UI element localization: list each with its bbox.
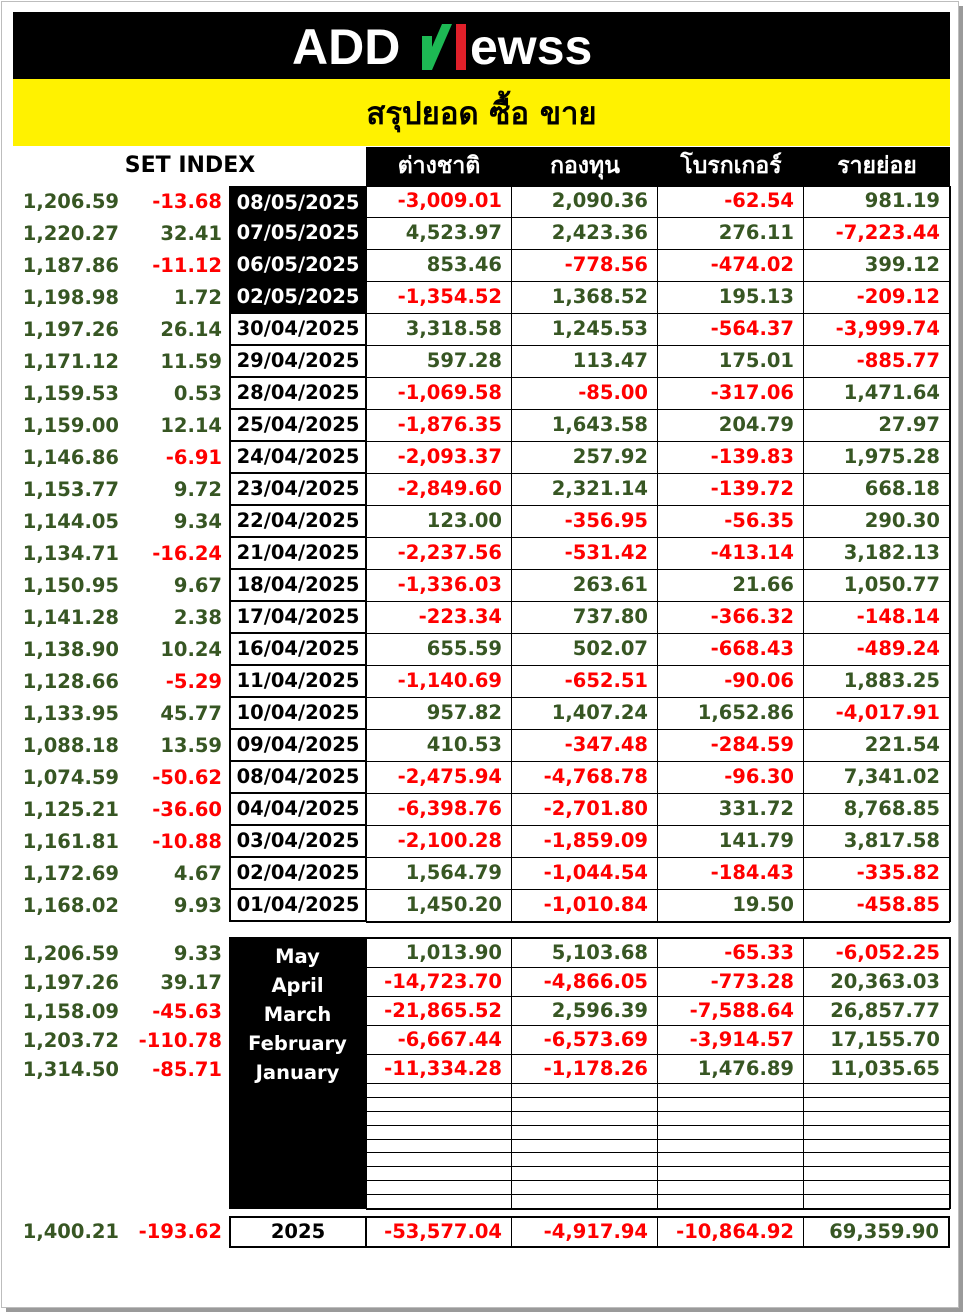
index-change: -13.68 <box>152 190 222 213</box>
total-foreign: -53,577.04 <box>366 1216 512 1248</box>
index-change: 26.14 <box>160 318 222 341</box>
empty-cell <box>658 1140 804 1153</box>
set-index-value: 1,088.18 <box>22 734 119 757</box>
cell-retail: 290.30 <box>804 506 950 538</box>
set-index-value: 1,203.72 <box>22 1029 119 1052</box>
index-change: 12.14 <box>160 414 222 437</box>
cell-broker: -184.43 <box>658 858 804 890</box>
cell-foreign: -2,475.94 <box>366 762 512 794</box>
empty-cell <box>804 1167 950 1181</box>
cell-retail: 17,155.70 <box>804 1026 950 1055</box>
cell-foreign: -2,093.37 <box>366 442 512 474</box>
set-index-value: 1,150.95 <box>22 574 119 597</box>
logo-n-mark <box>422 24 466 70</box>
cell-foreign: -6,667.44 <box>366 1026 512 1055</box>
cell-broker: -90.06 <box>658 666 804 698</box>
cell-foreign: -3,009.01 <box>366 186 512 218</box>
cell-broker: -56.35 <box>658 506 804 538</box>
cell-retail: 8,768.85 <box>804 794 950 826</box>
cell-fund: 2,596.39 <box>512 997 658 1026</box>
empty-cell <box>512 1098 658 1112</box>
date-cell: 01/04/2025 <box>229 890 367 922</box>
cell-retail: 399.12 <box>804 250 950 282</box>
empty-cell <box>366 1167 512 1181</box>
logo-banner <box>13 12 950 79</box>
cell-fund: -652.51 <box>512 666 658 698</box>
index-change: 39.17 <box>160 971 222 994</box>
cell-foreign: 597.28 <box>366 346 512 378</box>
page-shadow-right <box>959 6 963 1311</box>
month-label: May <box>275 945 320 968</box>
empty-cell <box>366 1098 512 1112</box>
index-change: 9.67 <box>173 574 222 597</box>
cell-broker: -564.37 <box>658 314 804 346</box>
cell-broker: -284.59 <box>658 730 804 762</box>
daily-top-border <box>366 185 950 187</box>
index-change: 45.77 <box>160 702 222 725</box>
date-cell: 06/05/2025 <box>229 250 367 282</box>
cell-retail: -885.77 <box>804 346 950 378</box>
cell-foreign: 655.59 <box>366 634 512 666</box>
cell-foreign: 853.46 <box>366 250 512 282</box>
empty-cell <box>366 1140 512 1153</box>
cell-fund: -347.48 <box>512 730 658 762</box>
header-broker: โบรกเกอร์ <box>658 147 804 185</box>
cell-fund: 1,368.52 <box>512 282 658 314</box>
cell-fund: 2,090.36 <box>512 186 658 218</box>
empty-cell <box>512 1181 658 1195</box>
cell-broker: 1,476.89 <box>658 1055 804 1084</box>
cell-foreign: 4,523.97 <box>366 218 512 250</box>
logo-text-right: ewss <box>469 18 592 75</box>
date-cell: 16/04/2025 <box>229 634 367 666</box>
date-cell: 22/04/2025 <box>229 506 367 538</box>
cell-foreign: 1,013.90 <box>366 939 512 968</box>
index-change: -50.62 <box>152 766 222 789</box>
empty-cell <box>658 1098 804 1112</box>
index-change: 1.72 <box>173 286 222 309</box>
cell-foreign: 3,318.58 <box>366 314 512 346</box>
cell-fund: 263.61 <box>512 570 658 602</box>
date-cell: 11/04/2025 <box>229 666 367 698</box>
date-cell: 02/04/2025 <box>229 858 367 890</box>
set-index-value: 1,206.59 <box>22 190 119 213</box>
set-index-value: 1,125.21 <box>22 798 119 821</box>
date-cell: 18/04/2025 <box>229 570 367 602</box>
cell-fund: 257.92 <box>512 442 658 474</box>
index-change: -36.60 <box>152 798 222 821</box>
cell-fund: 2,423.36 <box>512 218 658 250</box>
set-index-value: 1,161.81 <box>22 830 119 853</box>
index-change: -85.71 <box>152 1058 222 1081</box>
empty-cell <box>804 1153 950 1167</box>
empty-cell <box>512 1167 658 1181</box>
set-index-value: 1,074.59 <box>22 766 119 789</box>
cell-broker: -317.06 <box>658 378 804 410</box>
set-index-value: 1,314.50 <box>22 1058 119 1081</box>
set-index-value: 1,197.26 <box>22 971 119 994</box>
date-cell: 29/04/2025 <box>229 346 367 378</box>
cell-broker: -96.30 <box>658 762 804 794</box>
cell-broker: 195.13 <box>658 282 804 314</box>
index-change: 4.67 <box>173 862 222 885</box>
cell-retail: 26,857.77 <box>804 997 950 1026</box>
cell-fund: -2,701.80 <box>512 794 658 826</box>
set-index-value: 1,197.26 <box>22 318 119 341</box>
date-cell: 10/04/2025 <box>229 698 367 730</box>
month-label: April <box>271 974 324 997</box>
index-change: -5.29 <box>165 670 222 693</box>
cell-foreign: -1,876.35 <box>366 410 512 442</box>
date-cell: 17/04/2025 <box>229 602 367 634</box>
cell-foreign: 410.53 <box>366 730 512 762</box>
cell-fund: 737.80 <box>512 602 658 634</box>
empty-cell <box>366 1195 512 1209</box>
cell-retail: 3,817.58 <box>804 826 950 858</box>
cell-fund: -356.95 <box>512 506 658 538</box>
cell-retail: -335.82 <box>804 858 950 890</box>
cell-broker: -413.14 <box>658 538 804 570</box>
cell-fund: 113.47 <box>512 346 658 378</box>
daily-right-border <box>949 186 951 922</box>
set-index-value: 1,198.98 <box>22 286 119 309</box>
logo-text-left: ADD <box>291 18 400 75</box>
date-cell: 28/04/2025 <box>229 378 367 410</box>
set-index-value: 1,138.90 <box>22 638 119 661</box>
index-change: 9.34 <box>173 510 222 533</box>
cell-retail: -7,223.44 <box>804 218 950 250</box>
empty-cell <box>804 1112 950 1126</box>
cell-broker: 331.72 <box>658 794 804 826</box>
empty-cell <box>366 1126 512 1140</box>
cell-fund: -4,866.05 <box>512 968 658 997</box>
cell-foreign: 957.82 <box>366 698 512 730</box>
cell-foreign: -1,354.52 <box>366 282 512 314</box>
daily-bottom-border <box>366 921 950 923</box>
cell-broker: 19.50 <box>658 890 804 922</box>
index-change: -16.24 <box>152 542 222 565</box>
index-change: 13.59 <box>160 734 222 757</box>
addnewss-logo <box>292 16 672 76</box>
total-broker: -10,864.92 <box>658 1216 804 1248</box>
date-cell: 04/04/2025 <box>229 794 367 826</box>
cell-foreign: -2,237.56 <box>366 538 512 570</box>
cell-fund: 2,321.14 <box>512 474 658 506</box>
set-index-value: 1,153.77 <box>22 478 119 501</box>
month-label: February <box>248 1032 347 1055</box>
set-index-value: 1,159.00 <box>22 414 119 437</box>
index-change: -110.78 <box>138 1029 222 1052</box>
cell-foreign: -21,865.52 <box>366 997 512 1026</box>
empty-cell <box>804 1181 950 1195</box>
cell-broker: 21.66 <box>658 570 804 602</box>
index-change: 32.41 <box>160 222 222 245</box>
cell-broker: 204.79 <box>658 410 804 442</box>
set-index-value: 1,159.53 <box>22 382 119 405</box>
cell-retail: -209.12 <box>804 282 950 314</box>
cell-broker: -139.72 <box>658 474 804 506</box>
cell-foreign: -14,723.70 <box>366 968 512 997</box>
total-retail: 69,359.90 <box>804 1216 950 1248</box>
cell-broker: -773.28 <box>658 968 804 997</box>
empty-cell <box>512 1195 658 1209</box>
cell-fund: -531.42 <box>512 538 658 570</box>
cell-fund: -1,178.26 <box>512 1055 658 1084</box>
cell-broker: -65.33 <box>658 939 804 968</box>
cell-retail: -458.85 <box>804 890 950 922</box>
cell-broker: -366.32 <box>658 602 804 634</box>
empty-cell <box>804 1126 950 1140</box>
set-index-value: 1,206.59 <box>22 942 119 965</box>
set-index-value: 1,146.86 <box>22 446 119 469</box>
set-index-header: SET INDEX <box>124 153 256 178</box>
cell-broker: -7,588.64 <box>658 997 804 1026</box>
date-cell: 08/05/2025 <box>229 186 367 218</box>
index-change: -11.12 <box>152 254 222 277</box>
cell-broker: -3,914.57 <box>658 1026 804 1055</box>
cell-foreign: -223.34 <box>366 602 512 634</box>
cell-retail: 3,182.13 <box>804 538 950 570</box>
cell-retail: -3,999.74 <box>804 314 950 346</box>
header-fund: กองทุน <box>512 147 658 185</box>
index-change: 9.33 <box>173 942 222 965</box>
set-index-value: 1,128.66 <box>22 670 119 693</box>
cell-foreign: -6,398.76 <box>366 794 512 826</box>
cell-retail: 1,471.64 <box>804 378 950 410</box>
total-fund: -4,917.94 <box>512 1216 658 1248</box>
empty-cell <box>804 1098 950 1112</box>
empty-cell <box>658 1126 804 1140</box>
total-index-value: 1,400.21 <box>22 1220 119 1243</box>
cell-fund: -85.00 <box>512 378 658 410</box>
empty-cell <box>658 1084 804 1098</box>
empty-cell <box>658 1112 804 1126</box>
empty-cell <box>366 1181 512 1195</box>
empty-cell <box>512 1153 658 1167</box>
cell-retail: -148.14 <box>804 602 950 634</box>
date-cell: 03/04/2025 <box>229 826 367 858</box>
index-change: 2.38 <box>173 606 222 629</box>
cell-foreign: -1,336.03 <box>366 570 512 602</box>
cell-fund: 502.07 <box>512 634 658 666</box>
title-banner <box>13 79 950 146</box>
empty-cell <box>366 1153 512 1167</box>
index-change: 9.93 <box>173 894 222 917</box>
cell-fund: -6,573.69 <box>512 1026 658 1055</box>
month-label: March <box>263 1003 332 1026</box>
date-cell: 24/04/2025 <box>229 442 367 474</box>
cell-fund: -1,010.84 <box>512 890 658 922</box>
date-cell: 08/04/2025 <box>229 762 367 794</box>
date-cell: 30/04/2025 <box>229 314 367 346</box>
index-change: -45.63 <box>152 1000 222 1023</box>
empty-cell <box>658 1167 804 1181</box>
empty-cell <box>512 1112 658 1126</box>
cell-retail: 11,035.65 <box>804 1055 950 1084</box>
date-cell: 21/04/2025 <box>229 538 367 570</box>
cell-broker: 276.11 <box>658 218 804 250</box>
index-change: 11.59 <box>160 350 222 373</box>
cell-foreign: 123.00 <box>366 506 512 538</box>
set-index-value: 1,133.95 <box>22 702 119 725</box>
set-index-value: 1,141.28 <box>22 606 119 629</box>
set-index-value: 1,220.27 <box>22 222 119 245</box>
empty-cell <box>658 1195 804 1209</box>
cell-broker: -62.54 <box>658 186 804 218</box>
set-index-value: 1,144.05 <box>22 510 119 533</box>
date-cell: 23/04/2025 <box>229 474 367 506</box>
cell-broker: 175.01 <box>658 346 804 378</box>
set-index-value: 1,158.09 <box>22 1000 119 1023</box>
set-index-value: 1,172.69 <box>22 862 119 885</box>
date-cell: 07/05/2025 <box>229 218 367 250</box>
set-index-value: 1,134.71 <box>22 542 119 565</box>
empty-cell <box>658 1181 804 1195</box>
cell-foreign: -2,849.60 <box>366 474 512 506</box>
index-change: 9.72 <box>173 478 222 501</box>
cell-foreign: -11,334.28 <box>366 1055 512 1084</box>
cell-retail: 221.54 <box>804 730 950 762</box>
cell-fund: 1,643.58 <box>512 410 658 442</box>
date-cell: 25/04/2025 <box>229 410 367 442</box>
cell-fund: -1,859.09 <box>512 826 658 858</box>
monthly-bottom-border <box>366 1208 950 1210</box>
date-cell: 02/05/2025 <box>229 282 367 314</box>
set-index-value: 1,171.12 <box>22 350 119 373</box>
cell-retail: 1,975.28 <box>804 442 950 474</box>
header-foreign: ต่างชาติ <box>366 147 512 185</box>
empty-cell <box>658 1153 804 1167</box>
cell-retail: -4,017.91 <box>804 698 950 730</box>
cell-fund: 5,103.68 <box>512 939 658 968</box>
monthly-right-border <box>949 937 951 1209</box>
total-year: 2025 <box>229 1216 367 1248</box>
cell-broker: -668.43 <box>658 634 804 666</box>
empty-cell <box>512 1084 658 1098</box>
cell-retail: 981.19 <box>804 186 950 218</box>
index-change: -6.91 <box>165 446 222 469</box>
cell-fund: -778.56 <box>512 250 658 282</box>
cell-fund: -4,768.78 <box>512 762 658 794</box>
cell-foreign: -1,140.69 <box>366 666 512 698</box>
cell-retail: 20,363.03 <box>804 968 950 997</box>
cell-fund: -1,044.54 <box>512 858 658 890</box>
cell-foreign: -2,100.28 <box>366 826 512 858</box>
date-cell: 09/04/2025 <box>229 730 367 762</box>
cell-broker: 1,652.86 <box>658 698 804 730</box>
empty-cell <box>804 1195 950 1209</box>
empty-cell <box>512 1126 658 1140</box>
cell-foreign: 1,450.20 <box>366 890 512 922</box>
cell-retail: -6,052.25 <box>804 939 950 968</box>
cell-fund: 1,245.53 <box>512 314 658 346</box>
cell-broker: -139.83 <box>658 442 804 474</box>
cell-broker: 141.79 <box>658 826 804 858</box>
cell-fund: 1,407.24 <box>512 698 658 730</box>
total-index-change: -193.62 <box>138 1220 222 1243</box>
empty-cell <box>804 1140 950 1153</box>
cell-broker: -474.02 <box>658 250 804 282</box>
header-retail: รายย่อย <box>804 147 950 185</box>
month-label: January <box>255 1061 340 1084</box>
empty-cell <box>366 1084 512 1098</box>
set-index-value: 1,187.86 <box>22 254 119 277</box>
index-change: -10.88 <box>152 830 222 853</box>
set-index-value: 1,168.02 <box>22 894 119 917</box>
cell-retail: 27.97 <box>804 410 950 442</box>
cell-retail: -489.24 <box>804 634 950 666</box>
cell-foreign: 1,564.79 <box>366 858 512 890</box>
empty-cell <box>804 1084 950 1098</box>
empty-cell <box>366 1112 512 1126</box>
cell-foreign: -1,069.58 <box>366 378 512 410</box>
empty-cell <box>512 1140 658 1153</box>
cell-retail: 7,341.02 <box>804 762 950 794</box>
page-title: สรุปยอด ซื้อ ขาย <box>366 95 597 132</box>
page-shadow-bottom <box>6 1308 963 1312</box>
index-change: 0.53 <box>173 382 222 405</box>
cell-retail: 668.18 <box>804 474 950 506</box>
cell-retail: 1,883.25 <box>804 666 950 698</box>
index-change: 10.24 <box>160 638 222 661</box>
cell-retail: 1,050.77 <box>804 570 950 602</box>
